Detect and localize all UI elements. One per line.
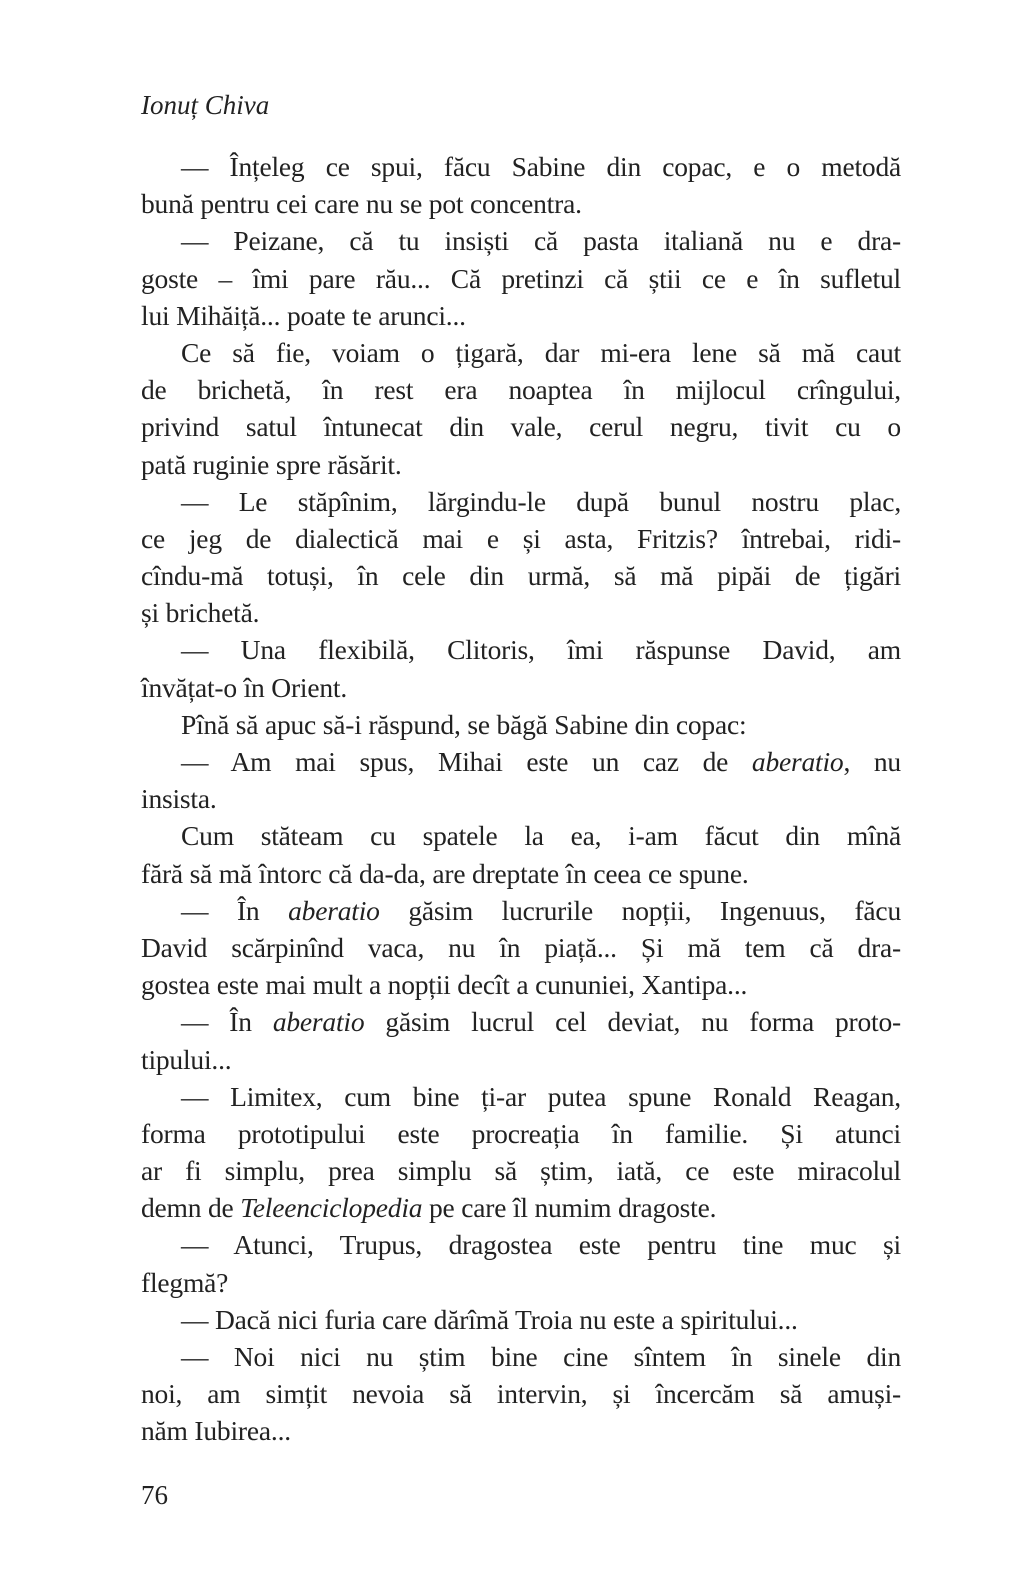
page-body-text: [141, 148, 901, 1450]
text-line: [141, 297, 901, 334]
text-line: [141, 1301, 901, 1338]
text-segment: forma prototipului este procreația în familie. Și atunci: [141, 1117, 901, 1149]
text-segment: cîndu-mă totuși, în cele din urmă, să mă pipăi de țigări: [141, 560, 901, 592]
text-line: [141, 334, 901, 371]
text-line: [141, 1003, 901, 1040]
text-segment: — Le stăpînim, lărgindu-le după bunul nostru plac,: [181, 485, 901, 517]
text-segment: privind satul întunecat din vale, cerul negru, tivit cu o: [141, 411, 901, 443]
text-segment: Pînă să apuc să-i răspund, se băgă Sabine din copac:: [181, 708, 747, 740]
text-line: [141, 743, 901, 780]
text-line: [141, 1152, 901, 1189]
text-segment: învățat-o în Orient.: [141, 671, 348, 703]
text-line: [141, 371, 901, 408]
text-segment: Ce să fie, voiam o țigară, dar mi-era lene să mă caut: [181, 336, 901, 368]
text-segment: noi, am simțit nevoia să intervin, și încercăm să amuși-: [141, 1378, 901, 1410]
text-line: [141, 892, 901, 929]
text-segment: demn de: [141, 1192, 241, 1224]
text-segment: ar fi simplu, prea simplu să știm, iată, ce este miracolul: [141, 1155, 901, 1187]
text-segment: găsim lucrul cel deviat, nu forma proto-: [364, 1006, 901, 1038]
text-segment: — Peizane, că tu insiști că pasta italiană nu e dra-: [181, 225, 901, 257]
text-segment: tipului...: [141, 1043, 232, 1075]
text-segment: — În: [181, 894, 289, 926]
text-line: [141, 1189, 901, 1226]
italic-text: aberatio: [288, 894, 380, 926]
text-line: [141, 966, 901, 1003]
italic-text: aberatio: [272, 1006, 365, 1038]
text-segment: , nu: [843, 746, 901, 777]
text-segment: fără să mă întorc că da-da, are dreptate în ceea ce spune.: [141, 857, 749, 889]
text-line: [141, 780, 901, 817]
text-segment: — Dacă nici furia care dărîmă Troia nu este a spiritului...: [181, 1303, 798, 1335]
text-segment: pe care îl numim dragoste.: [422, 1192, 717, 1224]
text-line: [141, 669, 901, 706]
text-segment: insista.: [141, 783, 217, 815]
text-segment: — Înțeleg ce spui, făcu Sabine din copac, e o metodă: [181, 151, 901, 182]
text-line: [141, 929, 901, 966]
running-header-author: Ionuț Chiva: [141, 90, 270, 120]
text-segment: lui Mihăiță... poate te arunci...: [141, 299, 466, 331]
text-line: [141, 148, 901, 185]
text-line: [141, 706, 901, 743]
text-segment: flegmă?: [141, 1266, 229, 1298]
text-line: [141, 855, 901, 892]
text-segment: — Am mai spus, Mihai este un caz de: [181, 746, 752, 777]
text-line: [141, 520, 901, 557]
text-segment: năm Iubirea...: [141, 1415, 291, 1447]
text-line: [141, 1078, 901, 1115]
text-segment: — Una flexibilă, Clitoris, îmi răspunse David, am: [181, 634, 901, 666]
text-segment: de brichetă, în rest era noaptea în mijlocul crîngului,: [141, 374, 901, 406]
text-line: [141, 408, 901, 445]
text-line: [141, 1338, 901, 1375]
text-segment: Cum stăteam cu spatele la ea, i-am făcut din mînă: [181, 820, 901, 852]
text-line: [141, 1264, 901, 1301]
text-line: [141, 483, 901, 520]
text-segment: — Limitex, cum bine ți-ar putea spune Ronald Reagan,: [181, 1080, 901, 1112]
text-segment: pată ruginie spre răsărit.: [141, 448, 402, 480]
text-segment: David scărpinînd vaca, nu în piață... Și mă tem că dra-: [141, 931, 901, 963]
text-segment: gostea este mai mult a nopții decît a cununiei, Xantipa...: [141, 969, 748, 1001]
text-segment: goste – îmi pare rău... Că pretinzi că știi ce e în sufletul: [141, 262, 901, 294]
text-line: [141, 817, 901, 854]
italic-text: Teleenciclopedia: [240, 1192, 423, 1224]
text-line: [141, 631, 901, 668]
text-segment: — Noi nici nu știm bine cine sîntem în sinele din: [181, 1341, 901, 1372]
text-segment: ce jeg de dialectică mai e și asta, Fritzis? întrebai, ridi-: [141, 522, 901, 554]
italic-text: aberatio: [751, 746, 844, 777]
text-line: [141, 185, 901, 222]
text-line: [141, 260, 901, 297]
text-line: [141, 1375, 901, 1412]
text-line: [141, 557, 901, 594]
text-segment: găsim lucrurile nopții, Ingenuus, făcu: [379, 894, 901, 926]
text-line: [141, 1226, 901, 1263]
text-line: [141, 1412, 901, 1449]
text-line: [141, 222, 901, 259]
text-line: [141, 1115, 901, 1152]
text-line: [141, 446, 901, 483]
text-segment: bună pentru cei care nu se pot concentra.: [141, 188, 582, 220]
text-line: [141, 1041, 901, 1078]
text-segment: — În: [181, 1006, 273, 1038]
text-line: [141, 594, 901, 631]
text-segment: — Atunci, Trupus, dragostea este pentru tine muc și: [181, 1229, 901, 1261]
text-segment: și brichetă.: [141, 597, 260, 629]
page-number: 76: [141, 1480, 168, 1510]
